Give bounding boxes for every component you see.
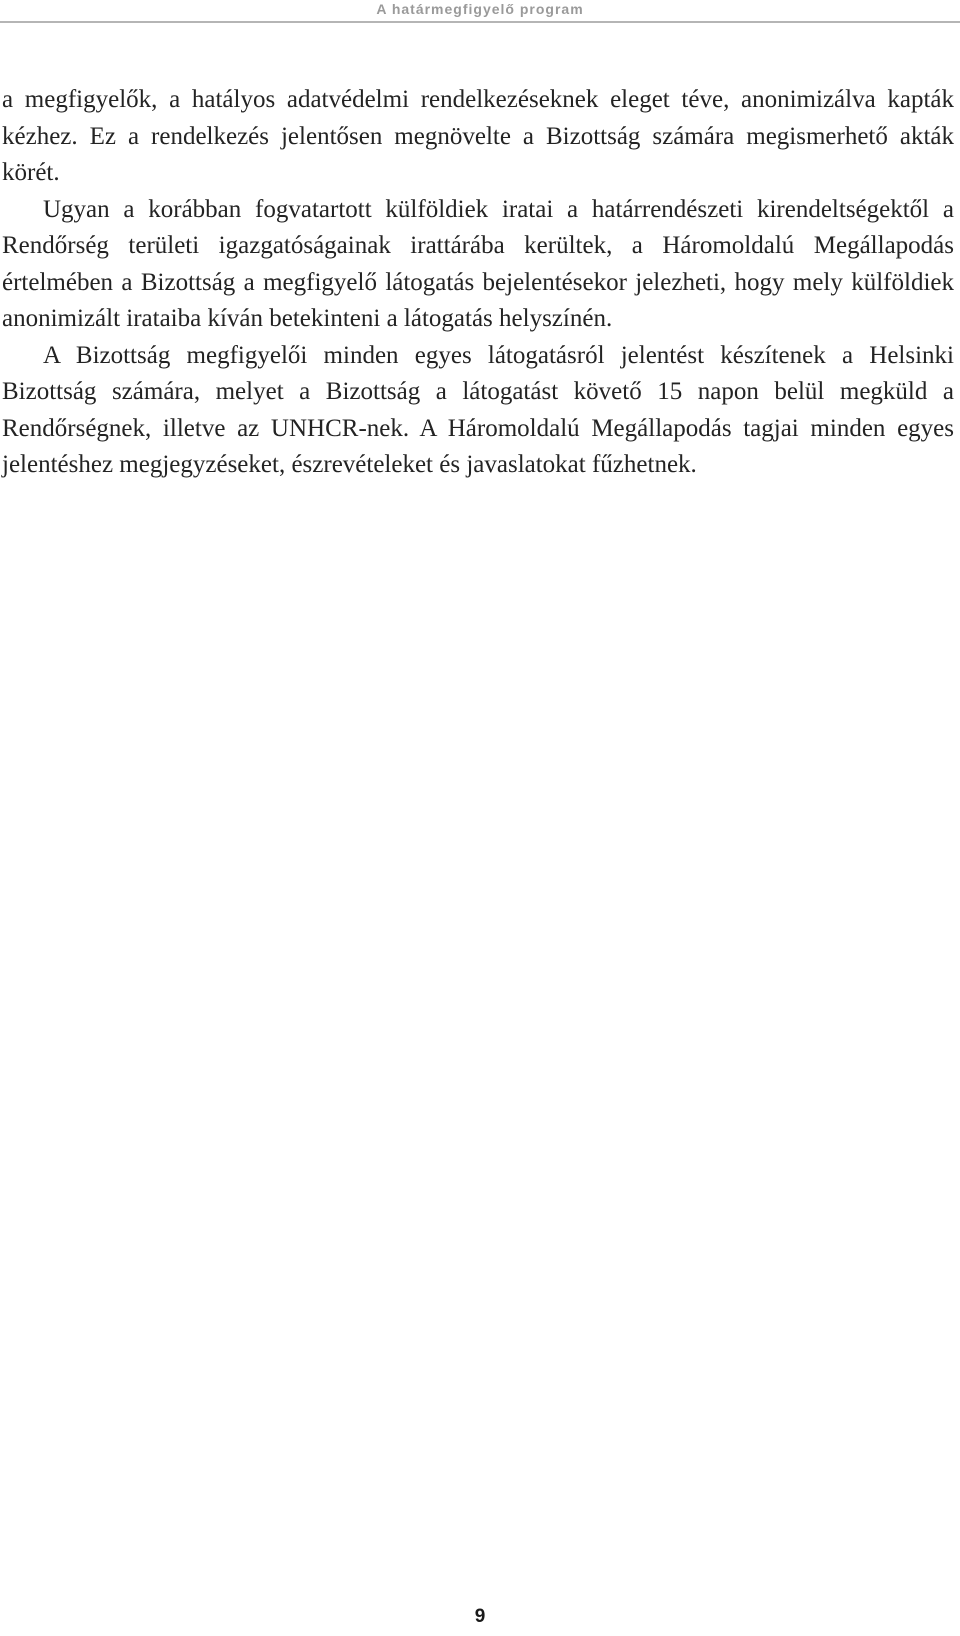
paragraph-continued: a megfigyelők, a hatályos adatvédelmi rendelkezéseknek eleget téve, anonimizálva kapták kézhez. Ez a rendelkezés jelentősen megnövelte a Bizottság számára megismerhető akták körét.	[2, 86, 954, 186]
body-text	[2, 82, 954, 484]
paragraph: Ugyan a korábban fogvatartott külföldiek iratai a határrendészeti kirendeltségektől a Rendőrség területi igazgatóságainak irattárába kerültek, a Háromoldalú Megállapodás értelmében a Bizottság a megfigyelő látogatás bejelentésekor jelezheti, hogy mely külföldiek anonimizált irataiba kíván betekinteni a látogatás helyszínén.	[2, 195, 954, 332]
paragraph: A Bizottság megfigyelői minden egyes látogatásról jelentést készítenek a Helsinki Bizottság számára, melyet a Bizottság a látogatást követő 15 napon belül megküld a Rendőrségnek, illetve az UNHCR-nek. A Háromoldalú Megállapodás tagjai minden egyes jelentéshez megjegyzéseket, észrevételeket és javaslatokat fűzhetnek.	[2, 341, 954, 478]
running-header: A határmegfigyelő program	[376, 1, 584, 17]
header-divider	[0, 21, 960, 23]
page-number: 9	[474, 1606, 486, 1627]
